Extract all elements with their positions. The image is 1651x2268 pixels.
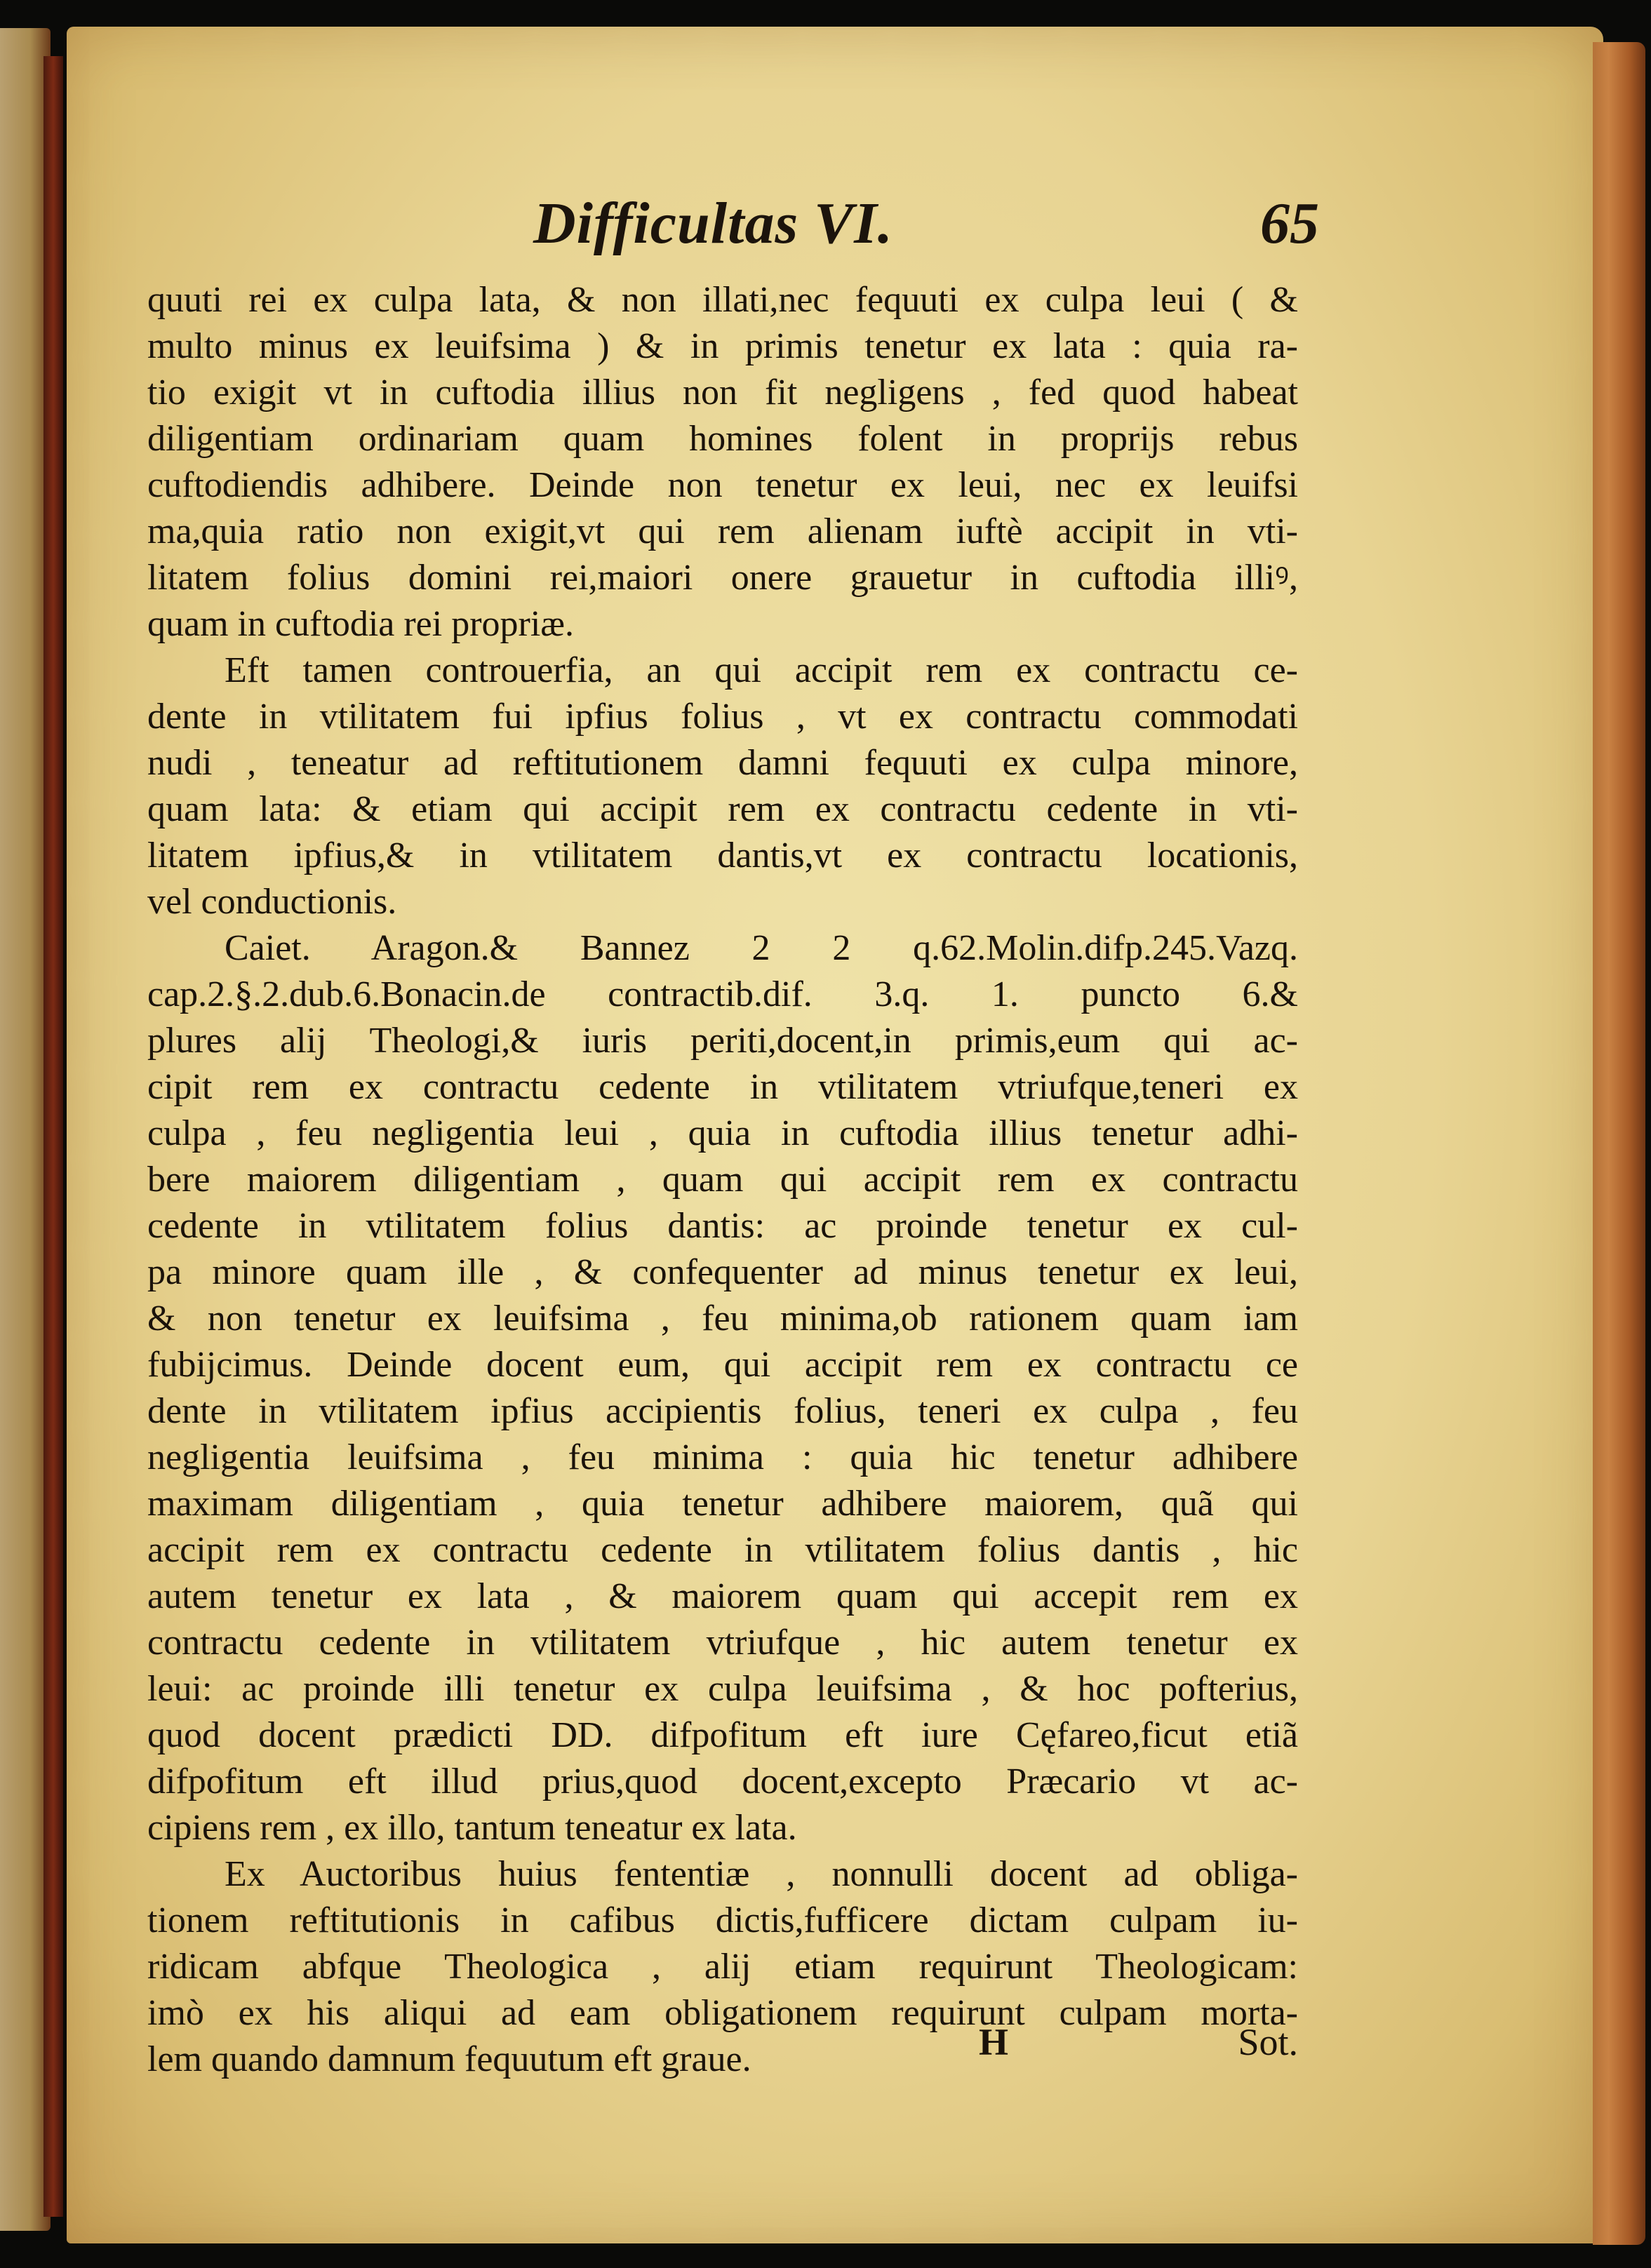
body-text <box>147 277 1298 2083</box>
text-line: fubijcimus. Deinde docent eum, qui accipit rem ex contractu ce <box>147 1345 1298 1385</box>
text-line: litatem ipfius,& in vtilitatem dantis,vt ex contractu locationis, <box>147 836 1298 875</box>
text-line: negligentia leuifsima , feu minima : quia hic tenetur adhibere <box>147 1437 1298 1477</box>
text-line: cuftodiendis adhibere. Deinde non tenetur ex leui, nec ex leuifsi <box>147 465 1298 505</box>
text-line: tionem reftitutionis in cafibus dictis,fufficere dictam culpam iu- <box>147 1900 1298 1940</box>
text-line: quuti rei ex culpa lata, & non illati,nec fequuti ex culpa leui ( & <box>147 280 1298 320</box>
text-line: plures alij Theologi,& iuris periti,docent,in primis,eum qui ac- <box>147 1021 1298 1061</box>
page-footer <box>968 2020 1298 2076</box>
text-line: multo minus ex leuifsima ) & in primis tenetur ex lata : quia ra- <box>147 326 1298 366</box>
text-line: quod docent prædicti DD. difpofitum eft iure Cęfareo,ficut etiã <box>147 1715 1298 1755</box>
text-line: litatem folius domini rei,maiori onere grauetur in cuftodia illiꝰ, <box>147 558 1298 598</box>
text-line: dente in vtilitatem fui ipfius folius , vt ex contractu commodati <box>147 697 1298 737</box>
text-line: bere maiorem diligentiam , quam qui accipit rem ex contractu <box>147 1160 1298 1200</box>
text-line: & non tenetur ex leuifsima , feu minima,ob rationem quam iam <box>147 1299 1298 1338</box>
text-line: imò ex his aliqui ad eam obligationem requirunt culpam morta- <box>147 1993 1298 2033</box>
text-line: quam in cuftodia rei propriæ. <box>147 604 574 644</box>
text-line: dente in vtilitatem ipfius accipientis folius, teneri ex culpa , feu <box>147 1391 1298 1431</box>
text-line: nudi , teneatur ad reftitutionem damni fequuti ex culpa minore, <box>147 743 1298 783</box>
text-line: Caiet. Aragon.& Bannez 2 2 q.62.Molin.difp.245.Vazq. <box>225 928 1298 968</box>
binding-gutter <box>44 56 63 2217</box>
page-number: 65 <box>1260 191 1319 256</box>
text-line: tio exigit vt in cuftodia illius non fit negligens , fed quod habeat <box>147 373 1298 412</box>
text-line: cipiens rem , ex illo, tantum teneatur ex lata. <box>147 1808 797 1848</box>
signature-mark: H <box>979 2021 1009 2063</box>
text-line: difpofitum eft illud prius,quod docent,excepto Præcario vt ac- <box>147 1762 1298 1801</box>
text-line: pa minore quam ille , & confequenter ad minus tenetur ex leui, <box>147 1252 1298 1292</box>
text-line: leui: ac proinde illi tenetur ex culpa leuifsima , & hoc pofterius, <box>147 1669 1298 1709</box>
text-line: cap.2.§.2.dub.6.Bonacin.de contractib.dif. 3.q. 1. puncto 6.& <box>147 974 1298 1014</box>
text-line: ridicam abfque Theologica , alij etiam requirunt Theologicam: <box>147 1947 1298 1987</box>
text-line: culpa , feu negligentia leui , quia in cuftodia illius tenetur adhi- <box>147 1113 1298 1153</box>
running-head: Difficultas VI. <box>533 191 893 256</box>
text-line: lem quando damnum fequutum eft graue. <box>147 2039 751 2079</box>
text-line: vel conductionis. <box>147 882 397 922</box>
text-line: diligentiam ordinariam quam homines folent in proprijs rebus <box>147 419 1298 459</box>
fore-edge <box>1593 42 1645 2245</box>
text-line: maximam diligentiam , quia tenetur adhibere maiorem, quã qui <box>147 1484 1298 1524</box>
text-line: cedente in vtilitatem folius dantis: ac proinde tenetur ex cul- <box>147 1206 1298 1246</box>
text-line: Ex Auctoribus huius fententiæ , nonnulli docent ad obliga- <box>225 1854 1298 1894</box>
text-line: Eft tamen controuerfia, an qui accipit rem ex contractu ce- <box>225 650 1298 690</box>
text-line: accipit rem ex contractu cedente in vtilitatem folius dantis , hic <box>147 1530 1298 1570</box>
text-line: cipit rem ex contractu cedente in vtilitatem vtriufque,teneri ex <box>147 1067 1298 1107</box>
text-line: ma,quia ratio non exigit,vt qui rem alienam iuftè accipit in vti- <box>147 511 1298 551</box>
page-header <box>533 189 1319 274</box>
text-line: quam lata: & etiam qui accipit rem ex contractu cedente in vti- <box>147 789 1298 829</box>
catchword: Sot. <box>1238 2021 1298 2063</box>
text-line: autem tenetur ex lata , & maiorem quam qui accepit rem ex <box>147 1576 1298 1616</box>
text-line: contractu cedente in vtilitatem vtriufque , hic autem tenetur ex <box>147 1623 1298 1663</box>
